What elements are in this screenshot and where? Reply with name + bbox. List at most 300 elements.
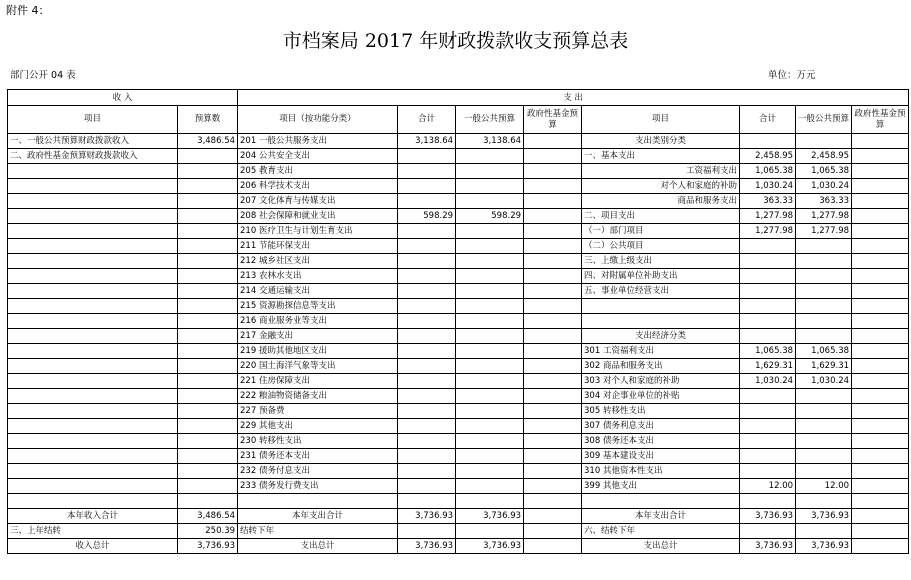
table-cell — [456, 254, 524, 269]
table-cell — [456, 404, 524, 419]
table-row — [8, 374, 909, 389]
table-cell: 598.29 — [456, 209, 524, 224]
header-row-columns — [8, 106, 909, 134]
table-cell: 208 社会保障和就业支出 — [238, 209, 398, 224]
table-cell — [852, 149, 909, 164]
table-cell — [740, 494, 796, 509]
page-title: 市档案局 2017 年财政拨款收支预算总表 — [282, 30, 629, 52]
form-code: 部门公开 04 表 — [10, 70, 76, 81]
table-cell: 227 预备费 — [238, 404, 398, 419]
table-cell — [456, 434, 524, 449]
table-cell — [740, 524, 796, 539]
table-cell — [398, 254, 456, 269]
table-row — [8, 359, 909, 374]
table-row — [8, 404, 909, 419]
table-row — [8, 179, 909, 194]
table-cell: 213 农林水支出 — [238, 269, 398, 284]
table-cell: 二、项目支出 — [582, 209, 740, 224]
table-cell: 12.00 — [740, 479, 796, 494]
table-cell: 五、事业单位经营支出 — [582, 284, 740, 299]
table-cell: 3,736.93 — [178, 539, 238, 554]
table-cell — [524, 284, 582, 299]
col-header: 一般公共预算 — [796, 106, 852, 134]
table-cell — [524, 239, 582, 254]
table-cell: 1,277.98 — [796, 209, 852, 224]
table-cell — [524, 149, 582, 164]
table-cell — [456, 314, 524, 329]
table-cell — [524, 404, 582, 419]
table-cell — [178, 389, 238, 404]
table-cell — [852, 284, 909, 299]
table-cell — [852, 389, 909, 404]
table-cell — [796, 449, 852, 464]
unit-label: 单位：万元 — [768, 70, 816, 81]
table-cell — [8, 179, 178, 194]
table-cell: 220 国土海洋气象等支出 — [238, 359, 398, 374]
table-cell — [398, 479, 456, 494]
table-cell — [398, 374, 456, 389]
table-cell — [740, 299, 796, 314]
table-cell — [178, 329, 238, 344]
table-cell: 本年支出合计 — [238, 509, 398, 524]
table-row — [8, 239, 909, 254]
table-cell — [8, 284, 178, 299]
table-cell — [178, 284, 238, 299]
table-cell — [852, 164, 909, 179]
table-cell: 210 医疗卫生与计划生育支出 — [238, 224, 398, 239]
table-row — [8, 254, 909, 269]
table-cell: 支出总计 — [238, 539, 398, 554]
table-cell — [178, 314, 238, 329]
table-cell: （二）公共项目 — [582, 239, 740, 254]
table-cell — [178, 269, 238, 284]
table-cell — [398, 494, 456, 509]
table-cell — [524, 299, 582, 314]
table-cell — [852, 224, 909, 239]
expense-header: 支 出 — [238, 90, 909, 106]
table-cell — [852, 254, 909, 269]
table-cell — [852, 239, 909, 254]
table-cell: 2,458.95 — [796, 149, 852, 164]
table-cell — [796, 314, 852, 329]
table-cell: 309 基本建设支出 — [582, 449, 740, 464]
table-cell — [8, 209, 178, 224]
table-cell: 对个人和家庭的补助 — [582, 179, 740, 194]
table-cell — [8, 464, 178, 479]
table-cell — [456, 419, 524, 434]
table-cell — [456, 164, 524, 179]
table-cell — [8, 434, 178, 449]
table-cell — [796, 419, 852, 434]
table-row — [8, 494, 909, 509]
table-cell — [8, 254, 178, 269]
table-cell — [796, 524, 852, 539]
table-cell — [178, 344, 238, 359]
table-row — [8, 539, 909, 554]
table-cell — [398, 284, 456, 299]
table-cell: 工资福利支出 — [582, 164, 740, 179]
table-cell: 301 工资福利支出 — [582, 344, 740, 359]
table-cell — [456, 464, 524, 479]
table-cell — [456, 329, 524, 344]
table-cell: （一）部门项目 — [582, 224, 740, 239]
table-row — [8, 314, 909, 329]
table-cell — [8, 479, 178, 494]
table-cell — [740, 269, 796, 284]
budget-table — [7, 89, 909, 554]
table-cell — [8, 314, 178, 329]
table-cell — [796, 254, 852, 269]
table-cell: 三、上年结转 — [8, 524, 178, 539]
table-cell — [524, 389, 582, 404]
table-row — [8, 434, 909, 449]
table-cell: 230 转移性支出 — [238, 434, 398, 449]
table-cell — [398, 179, 456, 194]
table-cell — [8, 239, 178, 254]
table-cell — [524, 344, 582, 359]
table-cell — [178, 239, 238, 254]
table-cell: 219 援助其他地区支出 — [238, 344, 398, 359]
table-cell — [852, 404, 909, 419]
table-cell: 1,030.24 — [740, 179, 796, 194]
table-cell — [524, 269, 582, 284]
table-cell: 六、结转下年 — [582, 524, 740, 539]
table-cell — [740, 134, 796, 149]
table-cell: 二、政府性基金预算财政拨款收入 — [8, 149, 178, 164]
table-cell — [852, 269, 909, 284]
table-cell: 217 金融支出 — [238, 329, 398, 344]
table-cell: 一、一般公共预算财政拨款收入 — [8, 134, 178, 149]
table-cell: 1,065.38 — [796, 344, 852, 359]
table-cell — [456, 479, 524, 494]
table-cell: 1,030.24 — [796, 374, 852, 389]
table-cell: 支出类别分类 — [582, 134, 740, 149]
table-cell — [524, 464, 582, 479]
table-cell — [852, 539, 909, 554]
table-cell — [178, 449, 238, 464]
table-cell — [178, 479, 238, 494]
table-cell: 304 对企事业单位的补贴 — [582, 389, 740, 404]
table-row — [8, 284, 909, 299]
table-cell — [852, 464, 909, 479]
table-cell: 1,277.98 — [796, 224, 852, 239]
table-cell: 302 商品和服务支出 — [582, 359, 740, 374]
table-cell — [796, 464, 852, 479]
table-cell — [852, 209, 909, 224]
table-cell — [398, 239, 456, 254]
table-cell: 12.00 — [796, 479, 852, 494]
table-cell: 本年收入合计 — [8, 509, 178, 524]
table-cell — [398, 164, 456, 179]
table-cell — [852, 494, 909, 509]
table-cell — [524, 524, 582, 539]
table-cell — [582, 494, 740, 509]
table-cell: 3,486.54 — [178, 509, 238, 524]
table-cell — [852, 434, 909, 449]
table-cell — [852, 479, 909, 494]
table-cell — [238, 494, 398, 509]
table-cell: 232 债务付息支出 — [238, 464, 398, 479]
table-cell — [852, 314, 909, 329]
table-cell — [582, 299, 740, 314]
table-cell — [852, 344, 909, 359]
table-cell: 支出总计 — [582, 539, 740, 554]
table-cell: 2,458.95 — [740, 149, 796, 164]
table-cell — [178, 164, 238, 179]
table-cell — [456, 239, 524, 254]
table-cell: 1,065.38 — [796, 164, 852, 179]
table-cell — [796, 269, 852, 284]
table-cell: 231 债务还本支出 — [238, 449, 398, 464]
table-cell — [740, 254, 796, 269]
table-cell: 1,030.24 — [796, 179, 852, 194]
table-cell — [796, 404, 852, 419]
table-cell: 3,736.93 — [740, 509, 796, 524]
table-cell — [852, 524, 909, 539]
table-cell: 229 其他支出 — [238, 419, 398, 434]
table-cell: 3,736.93 — [398, 539, 456, 554]
table-cell: 207 文化体育与传媒支出 — [238, 194, 398, 209]
table-cell — [796, 494, 852, 509]
table-cell — [524, 134, 582, 149]
table-cell — [524, 509, 582, 524]
table-cell — [8, 494, 178, 509]
table-cell — [8, 389, 178, 404]
table-row — [8, 164, 909, 179]
col-header: 项目（按功能分类） — [238, 106, 398, 134]
table-cell — [740, 449, 796, 464]
table-cell — [740, 284, 796, 299]
table-cell: 3,736.93 — [456, 539, 524, 554]
table-cell — [852, 419, 909, 434]
table-cell — [456, 284, 524, 299]
table-cell — [8, 374, 178, 389]
table-cell: 214 交通运输支出 — [238, 284, 398, 299]
table-cell: 211 节能环保支出 — [238, 239, 398, 254]
table-cell: 3,736.93 — [398, 509, 456, 524]
table-cell — [852, 134, 909, 149]
table-row — [8, 329, 909, 344]
table-cell — [456, 179, 524, 194]
col-header: 政府性基金预算 — [852, 106, 909, 134]
table-cell — [8, 419, 178, 434]
table-cell — [398, 434, 456, 449]
table-cell — [8, 164, 178, 179]
table-row — [8, 134, 909, 149]
table-cell: 212 城乡社区支出 — [238, 254, 398, 269]
table-cell — [524, 209, 582, 224]
table-cell: 支出经济分类 — [582, 329, 740, 344]
table-cell — [852, 509, 909, 524]
table-cell: 结转下年 — [238, 524, 398, 539]
table-cell: 一、基本支出 — [582, 149, 740, 164]
table-cell: 307 债务利息支出 — [582, 419, 740, 434]
table-cell — [524, 254, 582, 269]
table-row — [8, 464, 909, 479]
table-cell — [398, 344, 456, 359]
col-header: 一般公共预算 — [456, 106, 524, 134]
table-cell — [398, 389, 456, 404]
table-cell — [796, 329, 852, 344]
table-cell — [852, 359, 909, 374]
table-cell: 363.33 — [796, 194, 852, 209]
table-row — [8, 509, 909, 524]
table-cell — [796, 134, 852, 149]
table-cell: 四、对附属单位补助支出 — [582, 269, 740, 284]
table-cell: 三、上缴上级支出 — [582, 254, 740, 269]
table-row — [8, 194, 909, 209]
table-row — [8, 344, 909, 359]
table-row — [8, 209, 909, 224]
table-cell: 1,629.31 — [796, 359, 852, 374]
table-cell — [524, 494, 582, 509]
table-cell — [398, 149, 456, 164]
table-row — [8, 269, 909, 284]
table-row — [8, 224, 909, 239]
table-cell — [456, 374, 524, 389]
table-cell — [524, 224, 582, 239]
col-header: 项目 — [8, 106, 178, 134]
table-cell: 303 对个人和家庭的补助 — [582, 374, 740, 389]
table-cell — [8, 224, 178, 239]
table-cell — [398, 269, 456, 284]
table-cell — [178, 179, 238, 194]
table-cell — [8, 194, 178, 209]
table-cell — [524, 179, 582, 194]
table-cell — [8, 449, 178, 464]
table-cell: 250.39 — [178, 524, 238, 539]
table-cell — [524, 449, 582, 464]
table-cell: 201 一般公共服务支出 — [238, 134, 398, 149]
table-cell: 305 转移性支出 — [582, 404, 740, 419]
table-cell: 3,736.93 — [740, 539, 796, 554]
table-cell — [524, 164, 582, 179]
table-cell — [456, 149, 524, 164]
table-cell — [178, 434, 238, 449]
table-cell — [852, 374, 909, 389]
table-cell — [456, 449, 524, 464]
table-cell — [178, 194, 238, 209]
table-row — [8, 524, 909, 539]
table-cell: 1,277.98 — [740, 209, 796, 224]
table-cell — [8, 299, 178, 314]
table-cell — [398, 299, 456, 314]
table-cell — [456, 524, 524, 539]
table-cell — [740, 239, 796, 254]
table-cell — [524, 314, 582, 329]
table-cell: 收入总计 — [8, 539, 178, 554]
income-header: 收 入 — [8, 90, 238, 106]
col-header: 项目 — [582, 106, 740, 134]
table-cell — [740, 434, 796, 449]
table-cell — [8, 359, 178, 374]
table-cell — [852, 194, 909, 209]
table-cell — [524, 359, 582, 374]
table-cell — [852, 329, 909, 344]
header-row-group — [8, 90, 909, 106]
table-cell: 308 债务还本支出 — [582, 434, 740, 449]
table-cell: 3,486.54 — [178, 134, 238, 149]
table-cell — [398, 194, 456, 209]
table-cell — [178, 419, 238, 434]
table-row — [8, 419, 909, 434]
table-cell — [524, 434, 582, 449]
table-cell: 3,736.93 — [796, 509, 852, 524]
table-cell: 310 其他资本性支出 — [582, 464, 740, 479]
table-cell — [456, 344, 524, 359]
table-row — [8, 449, 909, 464]
table-cell: 221 住房保障支出 — [238, 374, 398, 389]
table-cell — [796, 284, 852, 299]
table-cell — [178, 299, 238, 314]
table-row — [8, 299, 909, 314]
table-row — [8, 149, 909, 164]
table-cell — [398, 404, 456, 419]
table-row — [8, 479, 909, 494]
table-cell: 233 债务发行费支出 — [238, 479, 398, 494]
table-cell — [740, 419, 796, 434]
table-cell: 3,736.93 — [456, 509, 524, 524]
table-cell — [524, 539, 582, 554]
table-cell — [8, 269, 178, 284]
table-cell — [852, 179, 909, 194]
table-cell — [456, 194, 524, 209]
table-cell: 204 公共安全支出 — [238, 149, 398, 164]
table-cell — [456, 299, 524, 314]
table-cell: 216 商业服务业等支出 — [238, 314, 398, 329]
table-cell: 1,277.98 — [740, 224, 796, 239]
table-cell — [582, 314, 740, 329]
table-cell: 1,629.31 — [740, 359, 796, 374]
table-row — [8, 389, 909, 404]
table-cell — [178, 404, 238, 419]
table-cell — [398, 419, 456, 434]
attachment-label: 附件 4： — [6, 4, 50, 17]
table-cell — [740, 404, 796, 419]
table-cell — [178, 254, 238, 269]
table-cell — [740, 329, 796, 344]
table-cell: 商品和服务支出 — [582, 194, 740, 209]
table-cell — [796, 239, 852, 254]
table-cell — [852, 299, 909, 314]
table-cell — [524, 479, 582, 494]
table-cell: 363.33 — [740, 194, 796, 209]
table-cell: 399 其他支出 — [582, 479, 740, 494]
table-cell: 本年支出合计 — [582, 509, 740, 524]
table-cell — [8, 329, 178, 344]
table-cell — [398, 449, 456, 464]
table-cell — [398, 224, 456, 239]
table-cell — [456, 359, 524, 374]
table-cell — [178, 149, 238, 164]
table-cell — [796, 389, 852, 404]
col-header: 合计 — [398, 106, 456, 134]
table-cell: 205 教育支出 — [238, 164, 398, 179]
table-cell — [524, 329, 582, 344]
table-cell: 3,736.93 — [796, 539, 852, 554]
table-cell — [740, 464, 796, 479]
table-cell — [524, 374, 582, 389]
table-cell: 3,138.64 — [456, 134, 524, 149]
table-cell — [178, 224, 238, 239]
table-cell — [398, 329, 456, 344]
table-cell — [178, 464, 238, 479]
table-cell — [8, 404, 178, 419]
table-cell — [178, 359, 238, 374]
table-cell — [398, 359, 456, 374]
table-cell: 222 粮油物资储备支出 — [238, 389, 398, 404]
table-cell: 1,065.38 — [740, 164, 796, 179]
